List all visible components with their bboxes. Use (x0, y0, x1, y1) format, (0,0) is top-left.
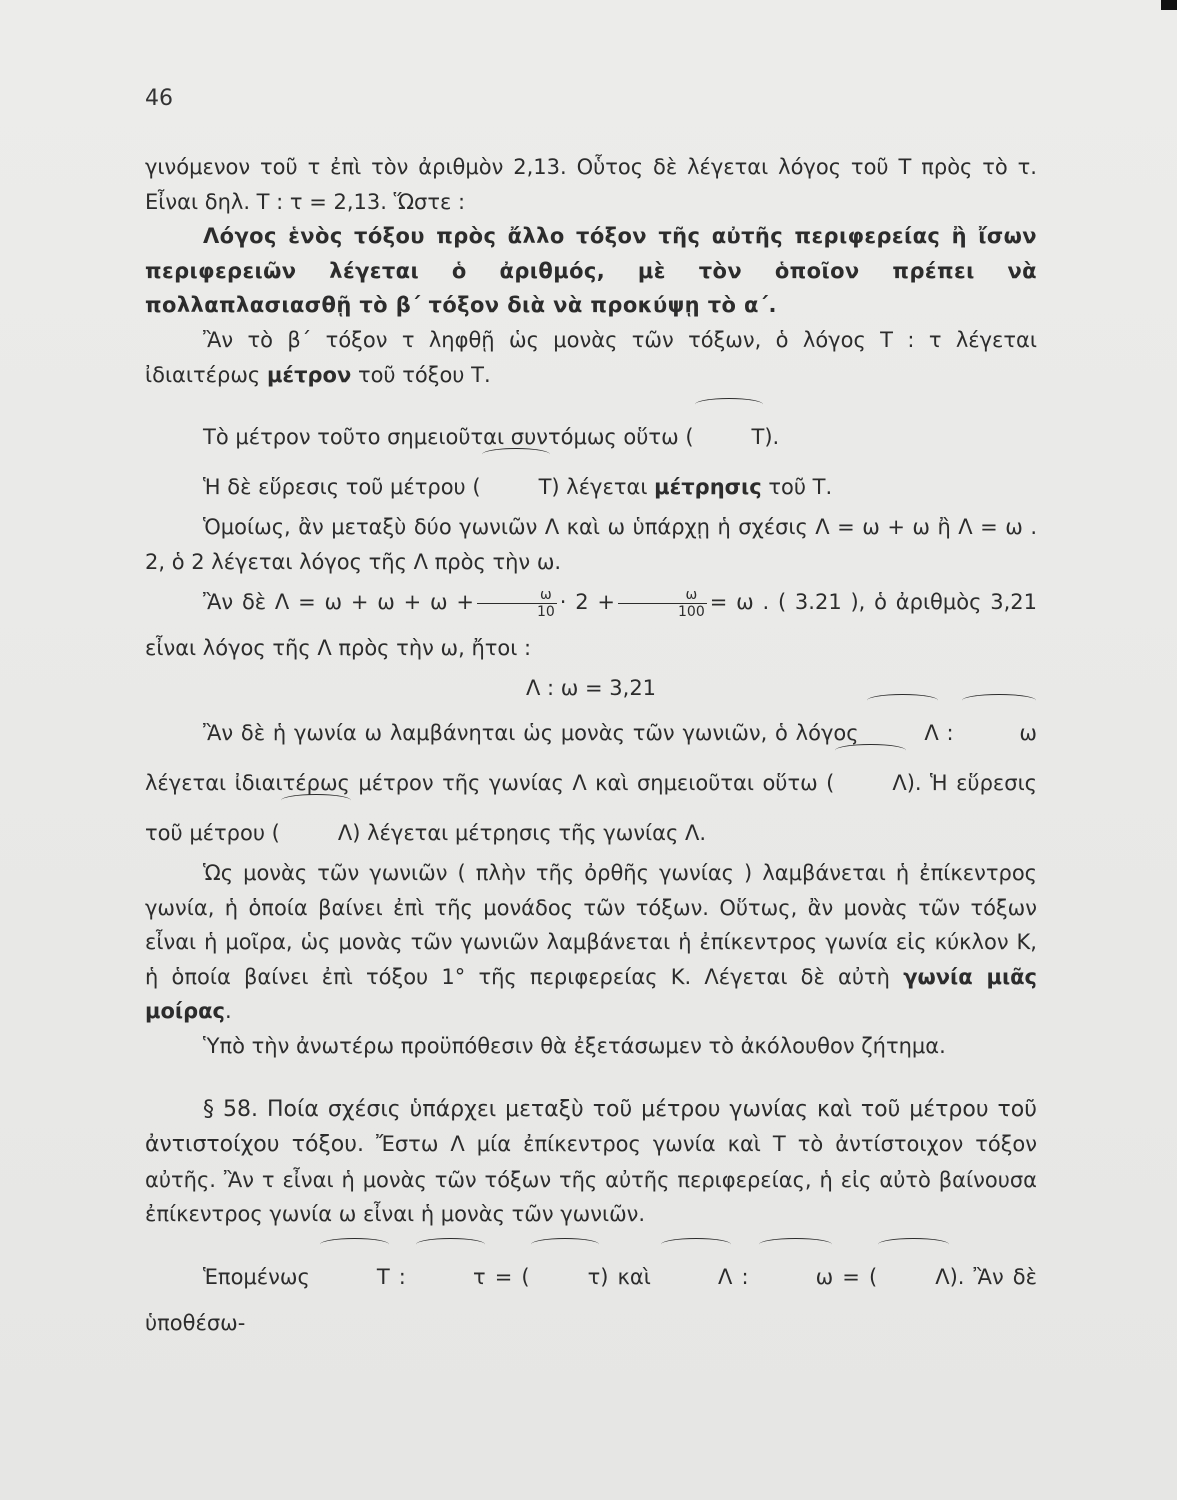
paragraph-1: γινόμενον τοῦ τ ἐπὶ τὸν ἀριθμὸν 2,13. Οὗτος δὲ λέγεται λόγος τοῦ Τ πρὸς τὸ τ. Εἶναι δηλ. Τ : τ = 2,13. Ὥστε : (145, 155, 1037, 214)
last-eq-2: = ( (842, 1264, 878, 1289)
last-colon-2: : (741, 1264, 749, 1289)
page-body (145, 150, 1037, 1346)
p8-text-c: ). Ἡ εὕρεσις τοῦ μέτρου ( (145, 770, 1037, 845)
arc-symbol-t: τ (415, 1250, 486, 1300)
paragraph-6: Ὁμοίως, ἂν μεταξὺ δύο γωνιῶν Λ καὶ ω ὑπάρχῃ ἡ σχέσις Λ = ω + ω ἢ Λ = ω . 2, ὁ 2 λέγεται λόγος τῆς Λ πρὸς τὴν ω. (145, 515, 1037, 574)
fraction-omega-10 (477, 587, 557, 620)
arc-symbol-T-2: Τ (481, 460, 552, 510)
section-58-body: Ἔστω Λ μία ἐπίκεντρος γωνία καὶ Τ τὸ ἀντίστοιχον τόξον αὐτῆς. Ἂν τ εἶναι ἡ μονὰς τῶν τόξων τῆς αὐτῆς περιφερείας, ἡ εἰς αὐτὸ βαίνουσα ἐπίκεντρος γωνία ω εἶναι ἡ μονὰς τῶν γωνιῶν. (145, 1132, 1037, 1227)
p8-text-b: λέγεται ἰδιαιτέρως μέτρον τῆς γωνίας Λ καὶ σημειοῦται οὕτω ( (145, 770, 835, 795)
paragraph-5 (145, 460, 1037, 510)
paragraph-8 (145, 706, 1037, 856)
fraction-2-numerator: ω (618, 587, 707, 604)
p9-text-b: . (224, 999, 232, 1024)
fraction-omega-100 (618, 587, 707, 620)
fraction-1-denominator: 10 (536, 603, 555, 620)
term-metron: μέτρον (266, 362, 352, 387)
p7-text-a: Ἂν δὲ Λ = ω + ω + ω + (203, 590, 474, 615)
p5-text-c: τοῦ Τ. (768, 475, 833, 500)
arc-symbol-w-2: ω (758, 1250, 834, 1300)
paragraph-7 (145, 579, 1037, 671)
paragraph-last (145, 1250, 1037, 1346)
arc-symbol-L-4: Λ (660, 1250, 732, 1300)
p8-text-a: Ἂν δὲ ἡ γωνία ω λαμβάνηται ὡς μονὰς τῶν γωνιῶν, ὁ λόγος (203, 720, 859, 745)
term-metresis: μέτρησις (654, 475, 762, 500)
paragraph-4 (145, 410, 1037, 460)
paragraph-9 (145, 856, 1037, 1029)
p8-colon: : (946, 720, 954, 745)
p8-text-d: ) λέγεται μέτρησις τῆς γωνίας Λ. (352, 820, 707, 845)
page-number: 46 (145, 86, 173, 111)
fraction-2-denominator: 100 (678, 603, 705, 620)
arc-symbol-w: ω (961, 706, 1037, 756)
section-58-title: § 58. Ποία σχέσις ὑπάρχει μεταξὺ τοῦ μέτρου γωνίας καὶ τοῦ μέτρου τοῦ ἀντιστοίχου τόξου. (145, 1096, 1037, 1158)
fraction-1-numerator: ω (477, 587, 557, 604)
arc-symbol-L-3: Λ (280, 806, 352, 856)
p3-text-b: τοῦ τόξου Τ. (357, 362, 491, 387)
arc-symbol-t-2: τ (530, 1250, 601, 1300)
p3-text-a: Ἂν τὸ β΄ τόξον τ ληφθῇ ὡς μονὰς τῶν τόξων, ὁ λόγος Τ : τ λέγεται ἰδιαιτέρως (145, 327, 1037, 387)
term-degree-angle: γωνία μιᾶς μοίρας (145, 964, 1037, 1024)
equation-ratio: Λ : ω = 3,21 (525, 676, 657, 701)
p5-text-b: ) λέγεται (551, 475, 648, 500)
p4-text-a: Τὸ μέτρον τοῦτο σημειοῦται συντόμως οὕτω ( (203, 425, 694, 450)
p7-text-c: = ω . ( 3.21 ), ὁ ἀριθμὸς 3,21 εἶναι λόγος τῆς Λ πρὸς τὴν ω, ἤτοι : (145, 590, 1037, 661)
p5-text-a: Ἡ δὲ εὕρεσις τοῦ μέτρου ( (203, 475, 481, 500)
arc-symbol-L-5: Λ (877, 1250, 949, 1300)
definition-ratio: Λόγος ἑνὸς τόξου πρὸς ἄλλο τόξον τῆς αὐτῆς περιφερείας ἢ ἴσων περιφερειῶν λέγεται ὁ ἀριθμός, μὲ τὸν ὁποῖον πρέπει νὰ πολλαπλασιασθῇ τὸ β΄ τόξον διὰ νὰ προκύψῃ τὸ α΄. (145, 224, 1037, 318)
last-text-a: Ἑπομένως (203, 1264, 310, 1289)
p9-text-a: Ὡς μονὰς τῶν γωνιῶν ( πλὴν τῆς ὀρθῆς γωνίας ) λαμβάνεται ἡ ἐπίκεντρος γωνία, ἡ ὁποία βαίνει ἐπὶ τῆς μονάδος τῶν τόξων. Οὕτως, ἂν μονὰς τῶν τόξων εἶναι ἡ μοῖρα, ὡς μονὰς τῶν γωνιῶν λαμβάνεται ἡ ἐπίκεντρος γωνία εἰς κύκλον Κ, ἡ ὁποία βαίνει ἐπὶ τόξου 1° τῆς περιφερείας Κ. Λέγεται δὲ αὐτὴ (145, 860, 1037, 989)
section-58 (145, 1092, 1037, 1232)
p4-text-b: ). (764, 425, 780, 450)
scan-edge-mark (1161, 0, 1177, 10)
arc-symbol-T-3: Τ (319, 1250, 390, 1300)
p7-text-b: · 2 + (559, 590, 615, 615)
paragraph-10: Ὑπὸ τὴν ἀνωτέρω προϋπόθεσιν θὰ ἐξετάσωμεν τὸ ἀκόλουθον ζήτημα. (203, 1033, 946, 1058)
arc-symbol-L: Λ (866, 706, 938, 756)
last-kai: ) καὶ (600, 1264, 651, 1289)
arc-symbol-L-2: Λ (834, 756, 906, 806)
last-text-b: ). Ἂν δὲ ὑποθέσω- (145, 1264, 1037, 1335)
last-eq-1: = ( (494, 1264, 530, 1289)
last-colon-1: : (398, 1264, 406, 1289)
arc-symbol-T: Τ (694, 410, 765, 460)
paragraph-3 (145, 323, 1037, 392)
